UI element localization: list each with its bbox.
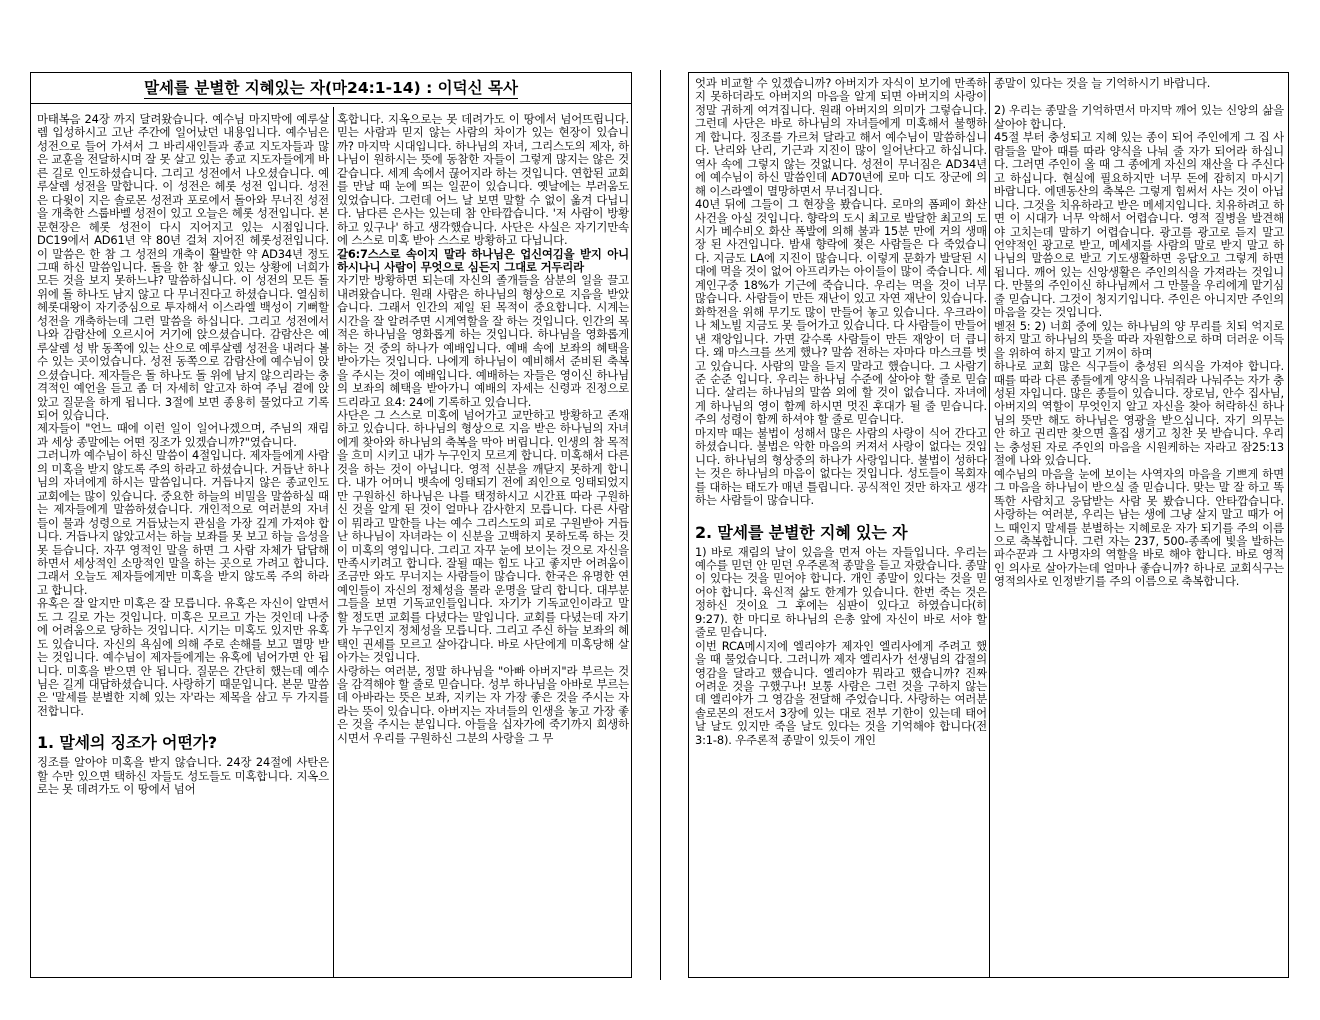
paragraph: 엇과 비교할 수 있겠습니까? 아버지가 자식이 보기에 만족하지 못하더라도 아버지의 마음을 알게 되면 아버지의 사랑이 정말 귀하게 여겨집니다. 원래 아버지의 의미가 그렇습니다. 그런데 사단은 바로 하나님의 자녀들에게 미혹해서 불행하게 합니다. 징조를 가르쳐 달라고 해서 예수님이 말씀하십니다. 난리와 난리, 기근과 지진이 많이 일어난다고 하십니다. 역사 속에 그렇지 않는 것없니다. 성전이 무너짐은 AD34년에 예수님이 하신 말씀인데 AD70년에 로마 디도 장군에 의해 이스라엘이 멸망하면서 무너집니다. [695, 77, 987, 198]
paragraph: 그러니까 예수님이 하신 말씀이 4절입니다. 제자들에게 사람의 미혹을 받지 않도록 주의 하라고 하셨습니다. 거듭난 하나님의 자녀에게 하시는 말씀입니다. 거듭나지 않은 종교인도 교회에는 많이 있습니다. 중요한 하늘의 비밀을 말씀하실 때는 제자들에게 말씀하셨습니다. 개인적으로 여러분의 자녀들이 물과 성령으로 거듭났는지 관심을 가장 깊게 가져야 합니다. 거듭나지 않았고서는 하늘 보좌를 못 보고 하늘 음성을 못 듣습니다. 자꾸 영적인 말을 하면 그 사람 자체가 답답해하면서 세상적인 소망적인 말을 하는 곳으로 가려고 합니다. 그래서 오늘도 제자들에게만 미혹을 받지 않도록 주의 하라고 합니다. [37, 448, 329, 597]
scripture-quote: 갈6:7스스로 속이지 말라 하나님은 업신여김을 받지 아니하시나니 사람이 무엇으로 심든지 그대로 거두리라 [337, 246, 629, 274]
paragraph: 제자들이 "언느 때에 이런 일이 일어나겠으며, 주님의 재림과 세상 종말에는 어떤 징조가 있겠습니까?"였습니다. [37, 421, 329, 449]
paragraph: 마지막 때는 불법이 성해서 많은 사람의 사랑이 식어 간다고 하셨습니다. 불법은 악한 마음의 커져서 사랑이 없다는 것입니다. 하나님의 형상중의 하나가 사랑입니다. 불법이 성하다는 것은 하나님의 마음이 없다는 것입니다. 성도들이 목회자를 대하는 태도가 매년 틀립니다. 공식적인 것만 하자고 생각하는 사람들이 많습니다. [695, 425, 987, 508]
paragraph: 1) 바로 재림의 날이 있음을 먼저 아는 자들입니다. 우리는 예수를 믿던 안 믿던 우주론적 종말을 듣고 자랐습니다. 종말이 있다는 것을 믿어야 합니다. 개인 종말이 있다는 것을 믿어야 합니다. 육신적 삶도 한계가 있습니다. 한번 죽는 것은 정하신 것이요 그 후에는 심판이 있다고 하였습니다(히9:27). 한 마디로 하나님의 은총 앞에 자신이 바로 서야 할 줄로 믿습니다. [695, 544, 987, 640]
paragraph: 45절 부터 충성되고 지혜 있는 종이 되어 주인에게 그 집 사람들을 맡아 때를 따라 양식을 나눠 줄 자가 되어라 하십니다. 그러면 주인이 올 때 그 종에게 자신의 재산을 다 주신다고 하십니다. 현실에 필요하지만 너무 돈에 잡히지 마시기 바랍니다. 에덴동산의 축복은 그렇게 힘써서 사는 것이 아닙니다. 그것을 치유하라고 받은 메세지입니다. 치유하려고 하면 이 시대가 너무 악해서 어렵습니다. 영적 질병을 발견해야 고치는데 말하기 어렵습니다. 광고를 광고로 듣지 말고 언약적인 광고로 받고, 메세지를 사람의 말로 받지 말고 하나님의 말씀으로 받고 기도생활하면 응답오고 그렇게 하면 됩니다. 깨어 있는 신앙생활은 주인의식을 가져라는 것입니다. 만물의 주인이신 하나님께서 그 만물을 우리에게 맡기심 줄 믿습니다. 그것이 청지기입니다. 주인은 아니지만 주인의 마음을 갖는 것입니다. [994, 130, 1284, 320]
paragraph: 예수님의 마음을 눈에 보이는 사역자의 마음을 기쁘게 하면 그 마음을 하나님이 받으실 줄 믿습니다. 맞는 말 잘 하고 똑똑한 사람치고 응답받는 사람 못 봤습니다. 안타깝습니다. 사랑하는 여러분, 우리는 남는 생에 그냥 살지 말고 때가 어느 때인지 말세를 분별하는 지혜로운 자가 되기를 주의 이름으로 축복합니다. 그런 자는 237, 500-종족에 빛을 발하는 파수꾼과 그 사명자의 역할을 바로 해야 합니다. 바로 영적인 의사로 살아가는데 얼마나 좋습니까? 하나로 교회식구는 영적의사로 인정받기를 주의 이름으로 축복합니다. [994, 466, 1284, 589]
paragraph: 징조를 알아야 미혹을 받지 않습니다. 24장 24절에 사탄은 할 수만 있으면 택하신 자들도 성도들도 미혹합니다. 지옥으로는 못 데려가도 이 땅에서 넘어 [37, 755, 329, 797]
document-title [31, 73, 631, 104]
paragraph: 자기만 방황하면 되는데 자신의 졸개들을 삼분의 일을 끌고 내려왔습니다. 원래 사람은 하나님의 형상으로 지음을 받았습니다. 그래서 인간의 제일 된 목적이 중요합니다. 시계는 시간을 잘 알려주면 시계역할을 잘 하는 것입니다. 인간의 목적은 하나님을 영화롭게 하는 것입니다. 하나님을 영화롭게 하는 것 중의 하나가 예배입니다. 예배 속에 보좌의 혜택을 받아가는 것입니다. 나에게 하나님이 예비해서 준비된 축복을 주시는 것이 예배입니다. 예배하는 자들은 영이신 하나님의 보좌의 혜택을 받아가니 예배의 자세는 신령과 진정으로 드리라고 요4: 24에 기록하고 있습니다. [337, 273, 629, 409]
document-title-text: 말세를 분별한 지혜있는 자(마24:1-14) : 이덕신 목사 [144, 79, 518, 97]
left-page [30, 72, 632, 978]
paragraph: 40년 뒤에 그들이 그 현장을 봤습니다. 로마의 폼페이 화산 사건을 아실 것입니다. 향락의 도시 최고로 발달한 최고의 도시가 베수비오 화산 폭발에 의해 불과 15분 만에 거의 생매장 된 사건입니다. 밤새 향락에 젖은 사람들은 다 죽었습니다. 지금도 LA에 지진이 많습니다. 이렇게 문화가 발달된 시대에 먹을 것이 없어 아프리카는 아이들이 많이 죽습니다. 세계인구중 18%가 기근에 죽습니다. 우리는 먹을 것이 너무 많습니다. 사람들이 만든 재난이 있고 자연 재난이 있습니다. 화학전을 위해 무기도 많이 만들어 놓고 있습니다. 우크라이나 체노빌 지금도 못 들어가고 있습니다. 다 사람들이 만들어낸 재앙입니다. 가면 갈수록 사람들이 만든 재앙이 더 큽니다. 왜 마스크를 쓰게 했나? 말씀 전하는 자마다 마스크를 벗고 있습니다. 사람의 말을 듣지 말라고 했습니다. 그 사람기준 순준 입니다. 우리는 하나님 수준에 살아야 할 줄로 믿습니다. 살리는 하나님의 말씀 외에 할 것이 없습니다. 자녀에게 하나님의 영이 함께 하시면 멋진 후대가 될 줄 믿습니다. 주의 성령이 함께 하셔야 할 줄로 믿습니다. [695, 197, 987, 427]
column-separator [989, 73, 990, 977]
paragraph: 유혹은 잘 알지만 미혹은 잘 모릅니다. 유혹은 자신이 알면서도 그 길로 가는 것입니다. 미혹은 모르고 가는 것인데 나중에 어려움으로 당하는 것입니다. 시기는 미혹도 있지만 유혹도 있습니다. 자신의 욕심에 의해 주로 손해를 보고 멸망 받는 것입니다. 예수님이 제자들에게는 유혹에 넘어가면 안 됩니다. 미혹을 받으면 안 됩니다. 질문은 간단히 했는데 예수님은 길게 대답하셨습니다. 사랑하기 때문입니다. 본문 말씀은 '말세를 분별한 지혜 있는 자'라는 제목을 삼고 두 가지를 전합니다. [37, 596, 329, 718]
right-page-column-1 [695, 77, 987, 975]
right-page [688, 72, 1289, 978]
section-heading-2: 2. 말세를 분별한 지혜 있는 자 [695, 522, 908, 542]
left-page-column-2 [337, 113, 629, 975]
paragraph: 하나로 교회 많은 식구들이 충성된 의식을 가져야 합니다. 때를 따라 다른 종들에게 양식을 나눠줘라 나눠주는 자가 충성된 자입니다. 많은 종들이 있습니다. 장로님, 안수 집사님, 아버지의 역할이 무엇인지 알고 자신을 찾아 허락하신 하나님의 뜻만 해도 하나님은 영광을 받으십니다. 자기 의무는 안 하고 권리만 찾으면 흘집 생기고 칭찬 못 받습니다. 우리는 충성된 자로 주인의 마음을 시원케하는 자라고 잠25:13절에 나와 있습니다. [994, 359, 1284, 468]
paragraph: 혹합니다. 지옥으로는 못 데려가도 이 땅에서 넘어뜨립니다. 믿는 사람과 믿지 않는 사람의 차이가 있는 현장이 있습니까? 마지막 시대입니다. 하나님의 자녀, 그리스도의 제자, 하나님이 원하시는 뜻에 동참한 자들이 그렇게 많지는 않은 것 같습니다. 세계 속에서 끊어지라 하는 것입니다. 연합된 교회를 만날 때 눈에 띄는 일꾼이 있습니다. 옛날에는 부러움도 있었습니다. 그런데 어느 날 보면 말할 수 없이 옮겨 다닙니다. 남다른 은사는 있는데 참 안타깝습니다. '저 사람이 방황하고 있구나' 하고 생각했습니다. 사단은 사실은 자기기만속에 스스로 미혹 받아 스스로 방황하고 다닙니다. [337, 113, 629, 248]
paragraph: 종말이 있다는 것을 늘 기억하시기 바랍니다. [994, 77, 1211, 90]
paragraph: 사랑하는 여러분, 정말 하나님을 "아빠 아버지"라 부르는 것을 감격해야 할 줄로 믿습니다. 성부 하나님을 아바로 부르는데 아바라는 뜻은 보좌, 지키는 자 가장 좋은 것을 주시는 자라는 뜻이 있습니다. 아버지는 자녀들의 인생을 놓고 가장 좋은 것을 주시는 분입니다. 아들을 십자가에 죽기까지 희생하시면서 우리를 구원하신 그분의 사랑을 그 무 [337, 663, 629, 745]
section-heading-1: 1. 말세의 징조가 어떤가? [37, 733, 218, 753]
right-page-column-2 [994, 77, 1284, 975]
column-separator [333, 107, 334, 977]
spread-divider [660, 70, 661, 980]
paragraph: 이번 RCA메시지에 엘리야가 제자인 엘리사에게 주려고 했을 때 물었습니다. 그러니까 제자 엘리사가 선생님의 갑절의 영감을 달라고 했습니다. 엘리야가 뭐라고 했습니까? 진짜 어려운 것을 구했구나! 보통 사람은 그런 것을 구하지 않는데 엘리야가 그 영감을 전달해 주었습니다. 사랑하는 여러분 솔로몬의 전도서 3장에 있는 대로 전부 기한이 있는데 태어날 날도 있지만 죽을 날도 있다는 것을 기억해야 합니다(전 3:1-8). 우주론적 종말이 있듯이 개인 [695, 638, 987, 747]
paragraph: 마태복음 24장 까지 달려왔습니다. 예수님 마지막에 예루살렘 입성하시고 고난 주간에 일어났던 내용입니다. 예수님은 성전으로 들어 가셔서 그 바리새인들과 종교 지도자들과 많은 교훈을 전달하시며 잘 못 살고 있는 종교 지도자들에게 바른 길로 인도하셨습니다. 그리고 성전에서 나오셨습니다. 예루살렘 성전을 말합니다. 이 성전은 헤롯 성전 입니다. 성전은 다윗이 지은 솔로몬 성전과 포로에서 돌아와 무너진 성전을 개축한 스룹바벨 성전이 있고 오늘은 헤롯 성전입니다. 본문현장은 헤롯 성전이 다시 지어지고 있는 시점입니다. DC19에서 AD61년 약 80년 걸쳐 지어진 헤롯성전입니다. 이 말씀은 한 참 그 성전의 개축이 활발한 약 AD34년 정도 그때 하신 말씀입니다. 돌을 한 참 쌓고 있는 상황에 너희가 모든 것을 보지 못하느냐? 말씀하십니다. 이 성전의 모든 돌 위에 돌 하나도 남지 않고 다 무너진다고 하셨습니다. 열심히 헤롯대왕이 자기중심으로 투자해서 이스라엘 백성이 기뻐할 성전을 개축하는데 그런 말씀을 하십니다. 그리고 성전에서 나와 감람산에 오르시어 거기에 앉으셨습니다. 감람산은 예루살렘 성 밖 동쪽에 있는 산으로 예루살렘 성전을 내려다 볼 수 있는 곳이었습니다. 성전 동쪽으로 감람산에 예수님이 앉으셨습니다. 제자들은 돌 하나도 돌 위에 남지 않으리라는 충격적인 예언을 듣고 좀 더 자세히 알고자 하여 주님 곁에 앉았고 질문을 하게 됩니다. 3절에 보면 종용히 물었다고 기록되어 있습니다. [37, 113, 329, 422]
scripture-quote: 벧전 5: 2) 너희 중에 있는 하나님의 양 무리를 치되 억지로 하지 말고 하나님의 뜻을 따라 자원함으로 하며 더러운 이득을 위하여 하지 말고 기꺼이 하며 [994, 318, 1284, 360]
left-page-column-1 [37, 113, 329, 975]
paragraph: 2) 우리는 종말을 기억하면서 마지막 깨어 있는 신앙의 삶을 살아야 합니다. [994, 103, 1284, 131]
paragraph: 사단은 그 스스로 미혹에 넘어가고 교만하고 방황하고 존재하고 있습니다. 하나님의 형상으로 지음 받은 하나님의 자녀에게 찾아와 하나님의 축복을 막아 버립니다. 인생의 참 목적을 흐미 시키고 내가 누구인지 모르게 합니다. 미혹해서 다른 것을 하는 것이 아닙니다. 영적 신분을 깨닫지 못하게 합니다. 내가 어머니 뱃속에 잉태되기 전에 죄인으로 잉태되었지만 구원하신 하나님은 나를 택정하시고 시간표 따라 구원하신 것을 알게 된 것이 얼마나 감사한지 모릅니다. 다른 사람이 뭐라고 말한들 나는 예수 그리스도의 피로 구원받아 거듭난 하나님이 자녀라는 이 신분을 고백하지 못하도록 하는 것이 미혹의 영입니다. 그리고 자꾸 눈에 보이는 것으로 자신을 만족시키려고 합니다. 잘될 때는 힘도 나고 좋지만 어려움이 조금만 와도 무너지는 사람들이 많습니다. 한국은 유명한 연예인들이 자신의 정체성을 몰라 운명을 달리 합니다. 대부분 그들을 보면 기독교인들입니다. 자기가 기독교인이라고 말할 정도면 교회를 다녔다는 말입니다. 교회를 다녔는데 자기가 누구인지 정체성을 모릅니다. 그리고 주신 하늘 보좌의 혜택인 권세를 모르고 살아갑니다. 바로 사단에게 미혹당해 살아가는 것입니다. [337, 407, 629, 665]
